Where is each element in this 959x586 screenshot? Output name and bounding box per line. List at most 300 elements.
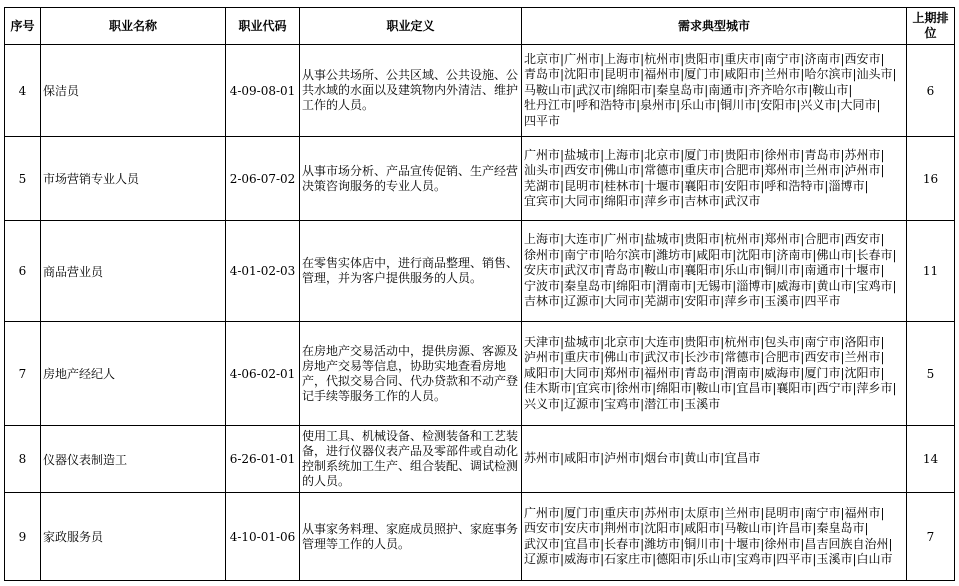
city-item: 厦门市 (564, 505, 601, 520)
city-separator: | (772, 521, 777, 535)
city-item: 淄博市 (828, 178, 865, 193)
city-separator: | (640, 51, 645, 66)
city-item: 大同市 (840, 98, 877, 113)
city-item: 西安市 (844, 232, 881, 247)
city-separator: | (640, 505, 645, 520)
city-separator: | (880, 51, 885, 66)
city-separator: | (680, 536, 685, 551)
city-item: 宝鸡市 (736, 552, 773, 566)
city-separator: | (760, 350, 765, 365)
city-separator: | (600, 521, 605, 535)
city-separator: | (680, 505, 685, 520)
city-separator: | (600, 178, 605, 193)
city-separator: | (840, 232, 845, 247)
city-item: 南通市 (804, 263, 841, 278)
city-separator: | (640, 451, 645, 466)
city-item: 大连市 (564, 232, 601, 247)
city-separator: | (880, 232, 885, 247)
city-item: 宜昌市 (564, 536, 601, 551)
city-item: 沈阳市 (564, 67, 601, 82)
city-item: 兰州市 (764, 67, 801, 82)
city-separator: | (852, 247, 857, 262)
city-item: 盐城市 (564, 334, 601, 349)
city-separator: | (640, 163, 645, 177)
city-separator: | (720, 163, 725, 177)
city-item: 福州市 (644, 365, 681, 380)
city-separator: | (800, 147, 805, 162)
city-item: 杭州市 (724, 232, 761, 247)
city-separator: | (600, 334, 605, 349)
row-name: 市场营销专业人员 (41, 137, 226, 221)
city-separator: | (560, 552, 565, 566)
city-separator: | (716, 98, 721, 113)
city-item: 渭南市 (656, 278, 693, 293)
city-item: 德阳市 (656, 552, 693, 566)
city-separator: | (760, 67, 765, 82)
city-separator: | (652, 552, 657, 566)
row-seq: 6 (5, 221, 41, 322)
city-item: 兰州市 (804, 163, 841, 177)
city-item: 许昌市 (776, 521, 813, 535)
city-item: 汕头市 (524, 163, 561, 177)
city-item: 佛山市 (816, 247, 853, 262)
city-separator: | (824, 178, 829, 193)
city-separator: | (676, 98, 681, 113)
city-item: 西安市 (844, 51, 881, 66)
city-separator: | (572, 98, 577, 113)
city-separator: | (772, 247, 777, 262)
city-item: 玉溪市 (764, 294, 801, 309)
city-separator: | (880, 263, 885, 278)
city-item: 哈尔滨市 (804, 67, 853, 82)
city-item: 杭州市 (724, 334, 761, 349)
city-item: 绵阳市 (604, 194, 641, 208)
city-item: 萍乡市 (856, 381, 893, 396)
city-separator: | (800, 263, 805, 278)
city-item: 徐州市 (524, 247, 561, 262)
row-cities (522, 45, 907, 137)
city-item: 重庆市 (564, 350, 601, 365)
city-item: 辽源市 (524, 552, 561, 566)
city-item: 西安市 (524, 521, 561, 535)
city-item: 兰州市 (844, 350, 881, 365)
city-separator: | (560, 147, 565, 162)
row-cities (522, 493, 907, 581)
city-item: 南宁市 (804, 505, 841, 520)
city-separator: | (560, 521, 565, 535)
city-separator: | (560, 67, 565, 82)
city-item: 北京市 (644, 147, 681, 162)
city-item: 北京市 (524, 51, 561, 66)
city-item: 乐山市 (680, 98, 717, 113)
city-item: 厦门市 (804, 365, 841, 380)
city-separator: | (572, 381, 577, 396)
city-item: 上海市 (604, 51, 641, 66)
city-item: 牡丹江市 (524, 98, 573, 113)
city-item: 济南市 (804, 51, 841, 66)
city-separator: | (636, 98, 641, 113)
city-separator: | (720, 521, 725, 535)
city-item: 安阳市 (684, 294, 721, 309)
city-item: 泉州市 (640, 98, 677, 113)
city-item: 广州市 (524, 147, 561, 162)
city-separator: | (560, 451, 565, 466)
city-item: 郑州市 (764, 232, 801, 247)
city-item: 苏州市 (844, 147, 881, 162)
city-item: 潍坊市 (644, 536, 681, 551)
city-separator: | (760, 147, 765, 162)
city-item: 渭南市 (724, 365, 761, 380)
city-item: 贵阳市 (724, 147, 761, 162)
city-separator: | (864, 521, 869, 535)
city-separator: | (560, 232, 565, 247)
city-separator: | (680, 350, 685, 365)
city-separator: | (772, 278, 777, 293)
city-separator: | (840, 505, 845, 520)
city-item: 沈阳市 (644, 521, 681, 535)
city-separator: | (680, 334, 685, 349)
city-item: 兴义市 (524, 396, 561, 411)
city-separator: | (800, 334, 805, 349)
city-item: 哈尔滨市 (604, 247, 653, 262)
city-item: 烟台市 (644, 451, 681, 466)
city-item: 黄山市 (816, 278, 853, 293)
city-item: 黄山市 (684, 451, 721, 466)
city-item: 沈阳市 (736, 247, 773, 262)
city-item: 咸阳市 (684, 521, 721, 535)
city-separator: | (560, 51, 565, 66)
city-separator: | (812, 552, 817, 566)
city-separator: | (612, 82, 617, 97)
city-separator: | (560, 163, 565, 177)
city-item: 安庆市 (524, 263, 561, 278)
occupation-table (4, 7, 955, 581)
city-separator: | (812, 381, 817, 396)
city-separator: | (560, 536, 565, 551)
city-separator: | (864, 178, 869, 193)
city-item: 四平市 (776, 552, 813, 566)
city-separator: | (640, 521, 645, 535)
city-separator: | (880, 163, 885, 177)
city-separator: | (640, 365, 645, 380)
row-seq: 7 (5, 322, 41, 426)
row-rank: 16 (907, 137, 955, 221)
city-item: 襄阳市 (684, 263, 721, 278)
row-rank: 14 (907, 426, 955, 493)
city-item: 绵阳市 (616, 82, 653, 97)
city-item: 福州市 (644, 67, 681, 82)
city-item: 郑州市 (604, 365, 641, 380)
city-item: 合肥市 (804, 232, 841, 247)
row-code: 2-06-07-02 (226, 137, 300, 221)
city-item: 南宁市 (564, 247, 601, 262)
city-separator: | (800, 536, 805, 551)
table-row (5, 45, 955, 137)
city-item: 十堰市 (644, 178, 681, 193)
city-separator: | (812, 521, 817, 535)
city-item: 洛阳市 (844, 334, 881, 349)
city-item: 泸州市 (604, 451, 641, 466)
city-separator: | (680, 451, 685, 466)
city-separator: | (760, 334, 765, 349)
city-item: 广州市 (564, 51, 601, 66)
city-item: 四平市 (804, 294, 841, 309)
city-item: 辽源市 (564, 396, 601, 411)
city-separator: | (600, 552, 605, 566)
city-separator: | (732, 552, 737, 566)
city-separator: | (560, 350, 565, 365)
city-separator: | (800, 163, 805, 177)
city-item: 徐州市 (764, 147, 801, 162)
city-item: 白山市 (856, 552, 893, 566)
row-code: 6-26-01-01 (226, 426, 300, 493)
city-item: 宜宾市 (576, 381, 613, 396)
city-item: 上海市 (524, 232, 561, 247)
city-separator: | (640, 178, 645, 193)
row-definition: 在房地产交易活动中，提供房源、客源及房地产交易等信息，协助实地查看房地产，代拟交易合同、代办贷款和不动产登记手续等服务工作的人员。 (300, 322, 522, 426)
city-item: 芜湖市 (524, 178, 561, 193)
city-separator: | (640, 350, 645, 365)
table-header-row (5, 8, 955, 45)
city-item: 萍乡市 (644, 194, 681, 208)
city-separator: | (680, 194, 685, 208)
city-separator: | (732, 381, 737, 396)
city-separator: | (652, 247, 657, 262)
city-item: 齐齐哈尔市 (748, 82, 809, 97)
city-separator: | (600, 163, 605, 177)
city-item: 徐州市 (764, 536, 801, 551)
city-item: 襄阳市 (684, 178, 721, 193)
city-item: 宝鸡市 (604, 396, 641, 411)
table-row (5, 322, 955, 426)
city-item: 咸阳市 (564, 451, 601, 466)
row-name: 商品营业员 (41, 221, 226, 322)
city-item: 大同市 (564, 194, 601, 208)
city-separator: | (560, 505, 565, 520)
city-separator: | (720, 365, 725, 380)
city-separator: | (560, 178, 565, 193)
city-separator: | (680, 263, 685, 278)
row-rank: 5 (907, 322, 955, 426)
city-item: 呼和浩特市 (576, 98, 637, 113)
row-name: 家政服务员 (41, 493, 226, 581)
city-item: 桂林市 (604, 178, 641, 193)
city-item: 十堰市 (844, 263, 881, 278)
city-separator: | (704, 82, 709, 97)
header-seq: 序号 (5, 8, 41, 45)
row-rank: 11 (907, 221, 955, 322)
city-separator: | (640, 294, 645, 309)
city-item: 徐州市 (616, 381, 653, 396)
city-separator: | (600, 396, 605, 411)
city-separator: | (840, 163, 845, 177)
city-item: 合肥市 (724, 163, 761, 177)
city-separator: | (800, 232, 805, 247)
city-item: 佛山市 (604, 163, 641, 177)
row-code: 4-06-02-01 (226, 322, 300, 426)
city-item: 合肥市 (764, 350, 801, 365)
row-code: 4-01-02-03 (226, 221, 300, 322)
city-item: 鞍山市 (644, 263, 681, 278)
city-separator: | (692, 552, 697, 566)
city-separator: | (560, 396, 565, 411)
city-item: 南通市 (708, 82, 745, 97)
row-code: 4-10-01-06 (226, 493, 300, 581)
city-item: 淄博市 (736, 278, 773, 293)
city-item: 济南市 (776, 247, 813, 262)
city-item: 西安市 (564, 163, 601, 177)
city-item: 贵阳市 (684, 232, 721, 247)
row-seq: 4 (5, 45, 41, 137)
city-item: 盐城市 (564, 147, 601, 162)
city-separator: | (640, 334, 645, 349)
city-separator: | (640, 67, 645, 82)
city-item: 包头市 (764, 334, 801, 349)
city-separator: | (848, 82, 853, 97)
city-item: 潍坊市 (656, 247, 693, 262)
city-separator: | (600, 505, 605, 520)
city-item: 襄阳市 (776, 381, 813, 396)
city-item: 宜宾市 (524, 194, 561, 208)
city-item: 萍乡市 (724, 294, 761, 309)
city-separator: | (840, 263, 845, 278)
row-seq: 9 (5, 493, 41, 581)
city-separator: | (852, 278, 857, 293)
city-item: 威海市 (564, 552, 601, 566)
city-separator: | (652, 278, 657, 293)
city-separator: | (876, 98, 881, 113)
city-item: 吉林市 (684, 194, 721, 208)
city-separator: | (720, 51, 725, 66)
city-separator: | (600, 247, 605, 262)
city-item: 宜昌市 (724, 451, 761, 466)
city-separator: | (800, 294, 805, 309)
city-item: 太原市 (684, 505, 721, 520)
city-separator: | (800, 365, 805, 380)
city-separator: | (880, 505, 885, 520)
city-separator: | (600, 232, 605, 247)
city-separator: | (720, 147, 725, 162)
header-code: 职业代码 (226, 8, 300, 45)
city-item: 玉溪市 (684, 396, 721, 411)
city-item: 盐城市 (644, 232, 681, 247)
city-separator: | (640, 194, 645, 208)
city-separator: | (572, 82, 577, 97)
city-separator: | (796, 98, 801, 113)
city-separator: | (560, 263, 565, 278)
row-code: 4-09-08-01 (226, 45, 300, 137)
city-separator: | (772, 381, 777, 396)
city-separator: | (560, 334, 565, 349)
city-separator: | (732, 247, 737, 262)
city-item: 西宁市 (816, 381, 853, 396)
city-separator: | (720, 334, 725, 349)
city-item: 呼和浩特市 (764, 178, 825, 193)
city-item: 汕头市 (856, 67, 893, 82)
city-item: 无锡市 (696, 278, 733, 293)
city-item: 天津市 (524, 334, 561, 349)
city-item: 兰州市 (724, 505, 761, 520)
city-separator: | (852, 67, 857, 82)
city-item: 佛山市 (604, 350, 641, 365)
row-seq: 8 (5, 426, 41, 493)
city-separator: | (640, 232, 645, 247)
city-item: 荆州市 (604, 521, 641, 535)
city-item: 上海市 (604, 147, 641, 162)
city-separator: | (692, 278, 697, 293)
city-separator: | (600, 51, 605, 66)
city-item: 昆明市 (564, 178, 601, 193)
city-item: 长春市 (856, 247, 893, 262)
city-item: 昌吉回族自治州 (804, 536, 889, 551)
city-separator: | (760, 263, 765, 278)
city-separator: | (640, 536, 645, 551)
city-item: 厦门市 (684, 147, 721, 162)
city-item: 厦门市 (684, 67, 721, 82)
city-separator: | (852, 381, 857, 396)
city-item: 武汉市 (644, 350, 681, 365)
city-item: 大同市 (564, 365, 601, 380)
city-item: 南宁市 (804, 334, 841, 349)
city-item: 南宁市 (764, 51, 801, 66)
city-separator: | (680, 51, 685, 66)
city-item: 昆明市 (764, 505, 801, 520)
city-separator: | (560, 365, 565, 380)
city-separator: | (600, 451, 605, 466)
header-definition: 职业定义 (300, 8, 522, 45)
city-item: 郑州市 (764, 163, 801, 177)
city-separator: | (680, 365, 685, 380)
city-separator: | (560, 278, 565, 293)
city-item: 重庆市 (724, 51, 761, 66)
row-name: 仪器仪表制造工 (41, 426, 226, 493)
city-separator: | (720, 67, 725, 82)
city-separator: | (880, 365, 885, 380)
city-item: 安阳市 (760, 98, 797, 113)
city-item: 武汉市 (524, 536, 561, 551)
city-item: 咸阳市 (696, 247, 733, 262)
city-item: 重庆市 (684, 163, 721, 177)
city-separator: | (760, 536, 765, 551)
city-item: 安庆市 (564, 521, 601, 535)
city-item: 四平市 (524, 113, 561, 128)
city-item: 重庆市 (604, 505, 641, 520)
city-separator: | (720, 178, 725, 193)
row-cities (522, 322, 907, 426)
city-item: 辽源市 (564, 294, 601, 309)
city-item: 青岛市 (604, 263, 641, 278)
city-separator: | (720, 263, 725, 278)
row-definition: 使用工具、机械设备、检测装备和工艺装备，进行仪器仪表产品及零部件或自动化控制系统加工生产、组合装配、调试检测的人员。 (300, 426, 522, 493)
city-separator: | (612, 381, 617, 396)
city-item: 宁波市 (524, 278, 561, 293)
city-item: 大连市 (644, 334, 681, 349)
city-item: 常德市 (644, 163, 681, 177)
city-item: 青岛市 (684, 365, 721, 380)
city-separator: | (760, 505, 765, 520)
city-separator: | (612, 278, 617, 293)
city-separator: | (692, 247, 697, 262)
city-item: 秦皇岛市 (656, 82, 705, 97)
city-item: 马鞍山市 (724, 521, 773, 535)
city-separator: | (680, 163, 685, 177)
city-separator: | (600, 67, 605, 82)
city-item: 宝鸡市 (856, 278, 893, 293)
city-separator: | (732, 278, 737, 293)
city-separator: | (560, 194, 565, 208)
city-item: 吉林市 (524, 294, 561, 309)
city-separator: | (680, 178, 685, 193)
